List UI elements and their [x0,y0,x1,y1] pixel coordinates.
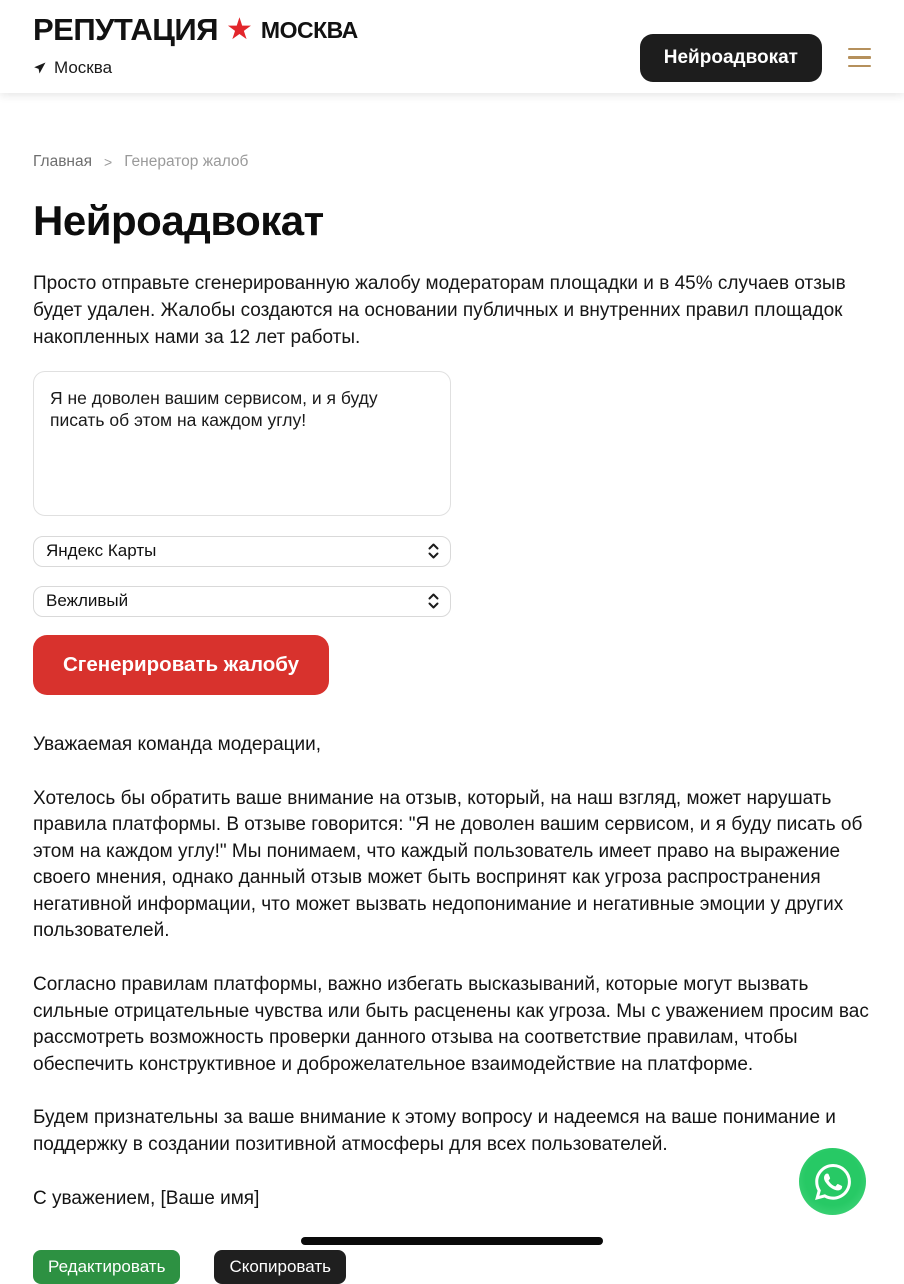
edit-button[interactable]: Редактировать [33,1250,180,1284]
red-star-icon: ★ [226,13,253,46]
complaint-paragraph: С уважением, [Ваше имя] [33,1187,260,1209]
result-actions [33,1250,871,1284]
generate-complaint-button[interactable]: Сгенерировать жалобу [33,635,329,695]
main-content [0,153,904,1284]
tone-select-value: Вежливый [46,591,129,611]
breadcrumb-home-link[interactable]: Главная [33,153,92,170]
breadcrumb [33,153,871,171]
logo-text-primary: РЕПУТАЦИЯ [33,12,218,47]
copy-button[interactable]: Скопировать [214,1250,346,1284]
breadcrumb-current: Генератор жалоб [124,153,249,170]
chevron-up-down-icon [427,542,440,560]
platform-select-value: Яндекс Карты [46,541,157,561]
whatsapp-fab-button[interactable] [799,1148,866,1215]
neuroadvocate-header-button[interactable]: Нейроадвокат [640,34,822,82]
page-description: Просто отправьте сгенерированную жалобу модераторам площадки и в 45% случаев отзыв будет удален. Жалобы создаются на основании публичных и внутренних правил площадок накопленных нами за 12 лет работы. [33,273,846,348]
complaint-paragraph: Согласно правилам платформы, важно избегать высказываний, которые могут вызвать сильные отрицательные чувства или быть расценены как угроза. Мы с уважением просим вас рассмотреть возможность проверки данного отзыва на соответствие правилам, чтобы обеспечить конструктивное и доброжелательное взаимодействие на платформе. [33,974,869,1075]
whatsapp-icon [815,1164,851,1200]
site-logo[interactable] [33,12,358,48]
breadcrumb-separator: > [104,154,113,170]
complaint-paragraph: Хотелось бы обратить ваше внимание на отзыв, который, на наш взгляд, может нарушать правила платформы. В отзыве говорится: "Я не доволен вашим сервисом, и я буду писать об этом на каждом углу!" Мы понимаем, что каждый пользователь имеет право на выражение своего мнения, однако данный отзыв может быть воспринят как угроза распространения негативной информации, что может вызвать недопонимание и негативные эмоции у других пользователей. [33,787,863,942]
complaint-paragraph: Будем признательны за ваше внимание к этому вопросу и надеемся на ваше понимание и поддержку в создании позитивной атмосферы для всех пользователей. [33,1107,836,1156]
city-selector[interactable] [33,58,358,78]
site-header [0,0,904,93]
hamburger-icon[interactable] [846,44,873,72]
generated-complaint [33,732,871,1212]
home-indicator-bar [301,1237,603,1245]
review-input[interactable] [33,371,451,516]
platform-select[interactable] [33,536,451,567]
complaint-paragraph: Уважаемая команда модерации, [33,733,322,755]
navigation-arrow-icon [33,61,47,75]
logo-text-secondary: МОСКВА [260,16,358,43]
city-label: Москва [54,58,113,77]
chevron-up-down-icon [427,592,440,610]
tone-select[interactable] [33,586,451,617]
page-title: Нейроадвокат [33,197,324,244]
